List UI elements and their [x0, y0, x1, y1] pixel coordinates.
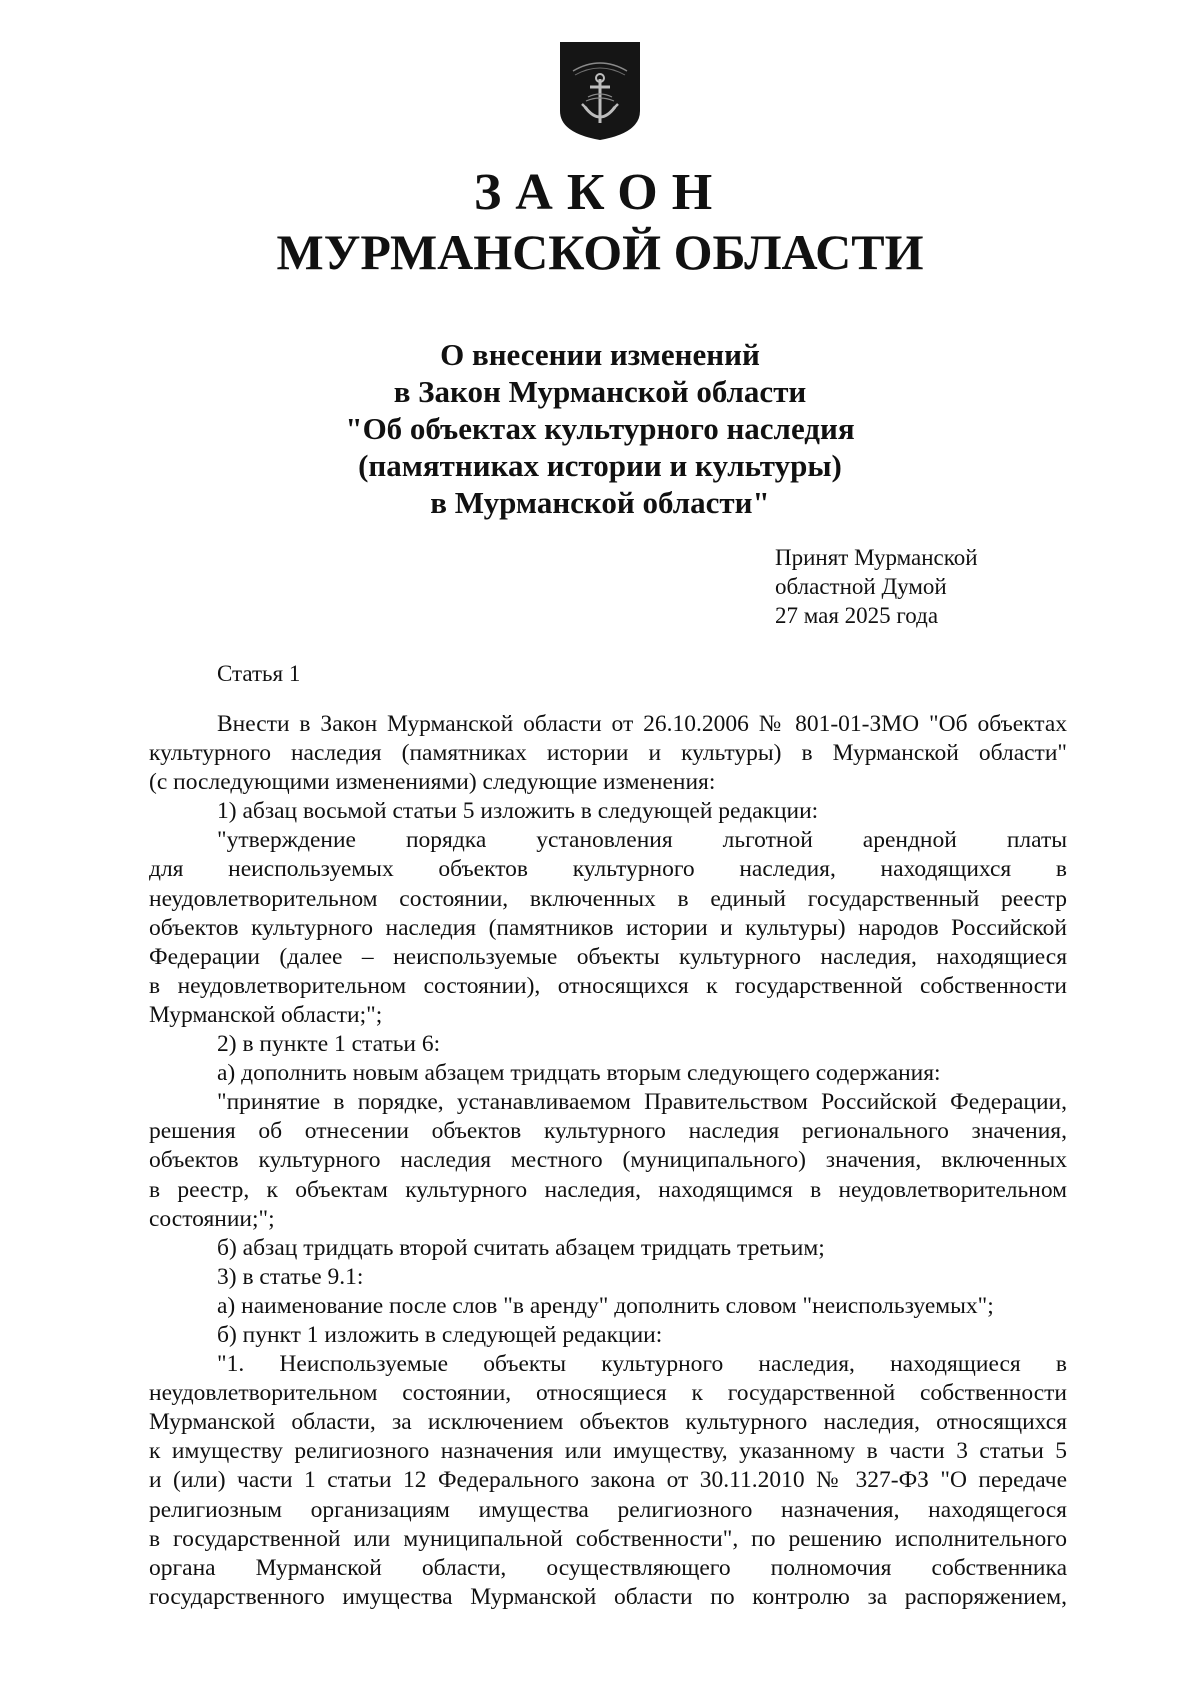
body-line: Федерации (далее – неиспользуемые объекты культурного наследия, находящиеся: [149, 943, 1067, 970]
law-region: МУРМАНСКОЙ ОБЛАСТИ: [276, 224, 924, 280]
subject-line: в Закон Мурманской области: [393, 374, 807, 409]
article-heading: Статья 1: [217, 661, 301, 686]
body-line: для неиспользуемых объектов культурного наследия, находящихся в: [149, 856, 1067, 883]
coat-of-arms-emblem: [559, 41, 641, 141]
body-line: решения об отнесении объектов культурного наследия регионального значения,: [149, 1118, 1067, 1145]
subject-line: "Об объектах культурного наследия: [345, 411, 855, 446]
body-line: государственного имущества Мурманской области по контролю за распоряжением,: [149, 1583, 1067, 1610]
body-line: "принятие в порядке, устанавливаемом Правительством Российской Федерации,: [217, 1089, 1067, 1116]
body-line: 3) в статье 9.1:: [217, 1263, 364, 1290]
body-line: 1) абзац восьмой статьи 5 изложить в следующей редакции:: [217, 798, 819, 825]
adoption-note: [775, 543, 978, 630]
subject-line: О внесении изменений: [440, 337, 760, 372]
body-line: состоянии;";: [149, 1205, 275, 1232]
adoption-date: 27 мая 2025 года: [775, 603, 939, 628]
law-subject: [0, 336, 1200, 521]
body-line: б) пункт 1 изложить в следующей редакции:: [217, 1321, 663, 1348]
body-line: (с последующими изменениями) следующие изменения:: [149, 769, 716, 796]
coat-of-arms-icon: [559, 41, 641, 141]
body-line: "утверждение порядка установления льготной арендной платы: [217, 827, 1067, 854]
body-line: неудовлетворительном состоянии, относящиеся к государственной собственности: [149, 1380, 1067, 1407]
body-line: "1. Неиспользуемые объекты культурного наследия, находящиеся в: [217, 1351, 1067, 1378]
adoption-line: Принят Мурманской: [775, 545, 978, 570]
body-line: Внести в Закон Мурманской области от 26.10.2006 № 801-01-ЗМО "Об объектах: [217, 711, 1067, 737]
body-line: в реестр, к объектам культурного наследия, находящимся в неудовлетворительном: [149, 1176, 1067, 1203]
subject-line: в Мурманской области": [430, 485, 770, 520]
body-line: религиозным организациям имущества религиозного назначения, находящегося: [149, 1496, 1067, 1523]
body-line: культурного наследия (памятниках истории и культуры) в Мурманской области": [149, 740, 1067, 767]
body-line: а) наименование после слов "в аренду" дополнить словом "неиспользуемых";: [217, 1292, 994, 1319]
body-line: объектов культурного наследия (памятников истории и культуры) народов Российской: [149, 914, 1067, 941]
subject-line: (памятниках истории и культуры): [358, 448, 842, 483]
body-line: а) дополнить новым абзацем тридцать вторым следующего содержания:: [217, 1060, 941, 1087]
body-line: и (или) части 1 статьи 12 Федерального закона от 30.11.2010 № 327-ФЗ "О передаче: [149, 1467, 1067, 1494]
adoption-line: областной Думой: [775, 574, 947, 599]
body-line: 2) в пункте 1 статьи 6:: [217, 1031, 441, 1058]
body-line: б) абзац тридцать второй считать абзацем тридцать третьим;: [217, 1234, 825, 1261]
body-line: объектов культурного наследия местного (муниципального) значения, включенных: [149, 1147, 1067, 1174]
body-line: органа Мурманской области, осуществляющего полномочия собственника: [149, 1554, 1067, 1581]
body-line: в неудовлетворительном состоянии), относящихся к государственной собственности: [149, 972, 1067, 999]
body-line: к имуществу религиозного назначения или имуществу, указанному в части 3 статьи 5: [149, 1438, 1067, 1465]
body-line: неудовлетворительном состоянии, включенных в единый государственный реестр: [149, 885, 1067, 912]
body-line: в государственной или муниципальной собственности", по решению исполнительного: [149, 1525, 1067, 1552]
body-line: Мурманской области, за исключением объектов культурного наследия, относящихся: [149, 1409, 1067, 1436]
body-line: Мурманской области;";: [149, 1001, 383, 1028]
law-title: ЗАКОН: [473, 164, 727, 221]
article-body: [149, 710, 1067, 1612]
